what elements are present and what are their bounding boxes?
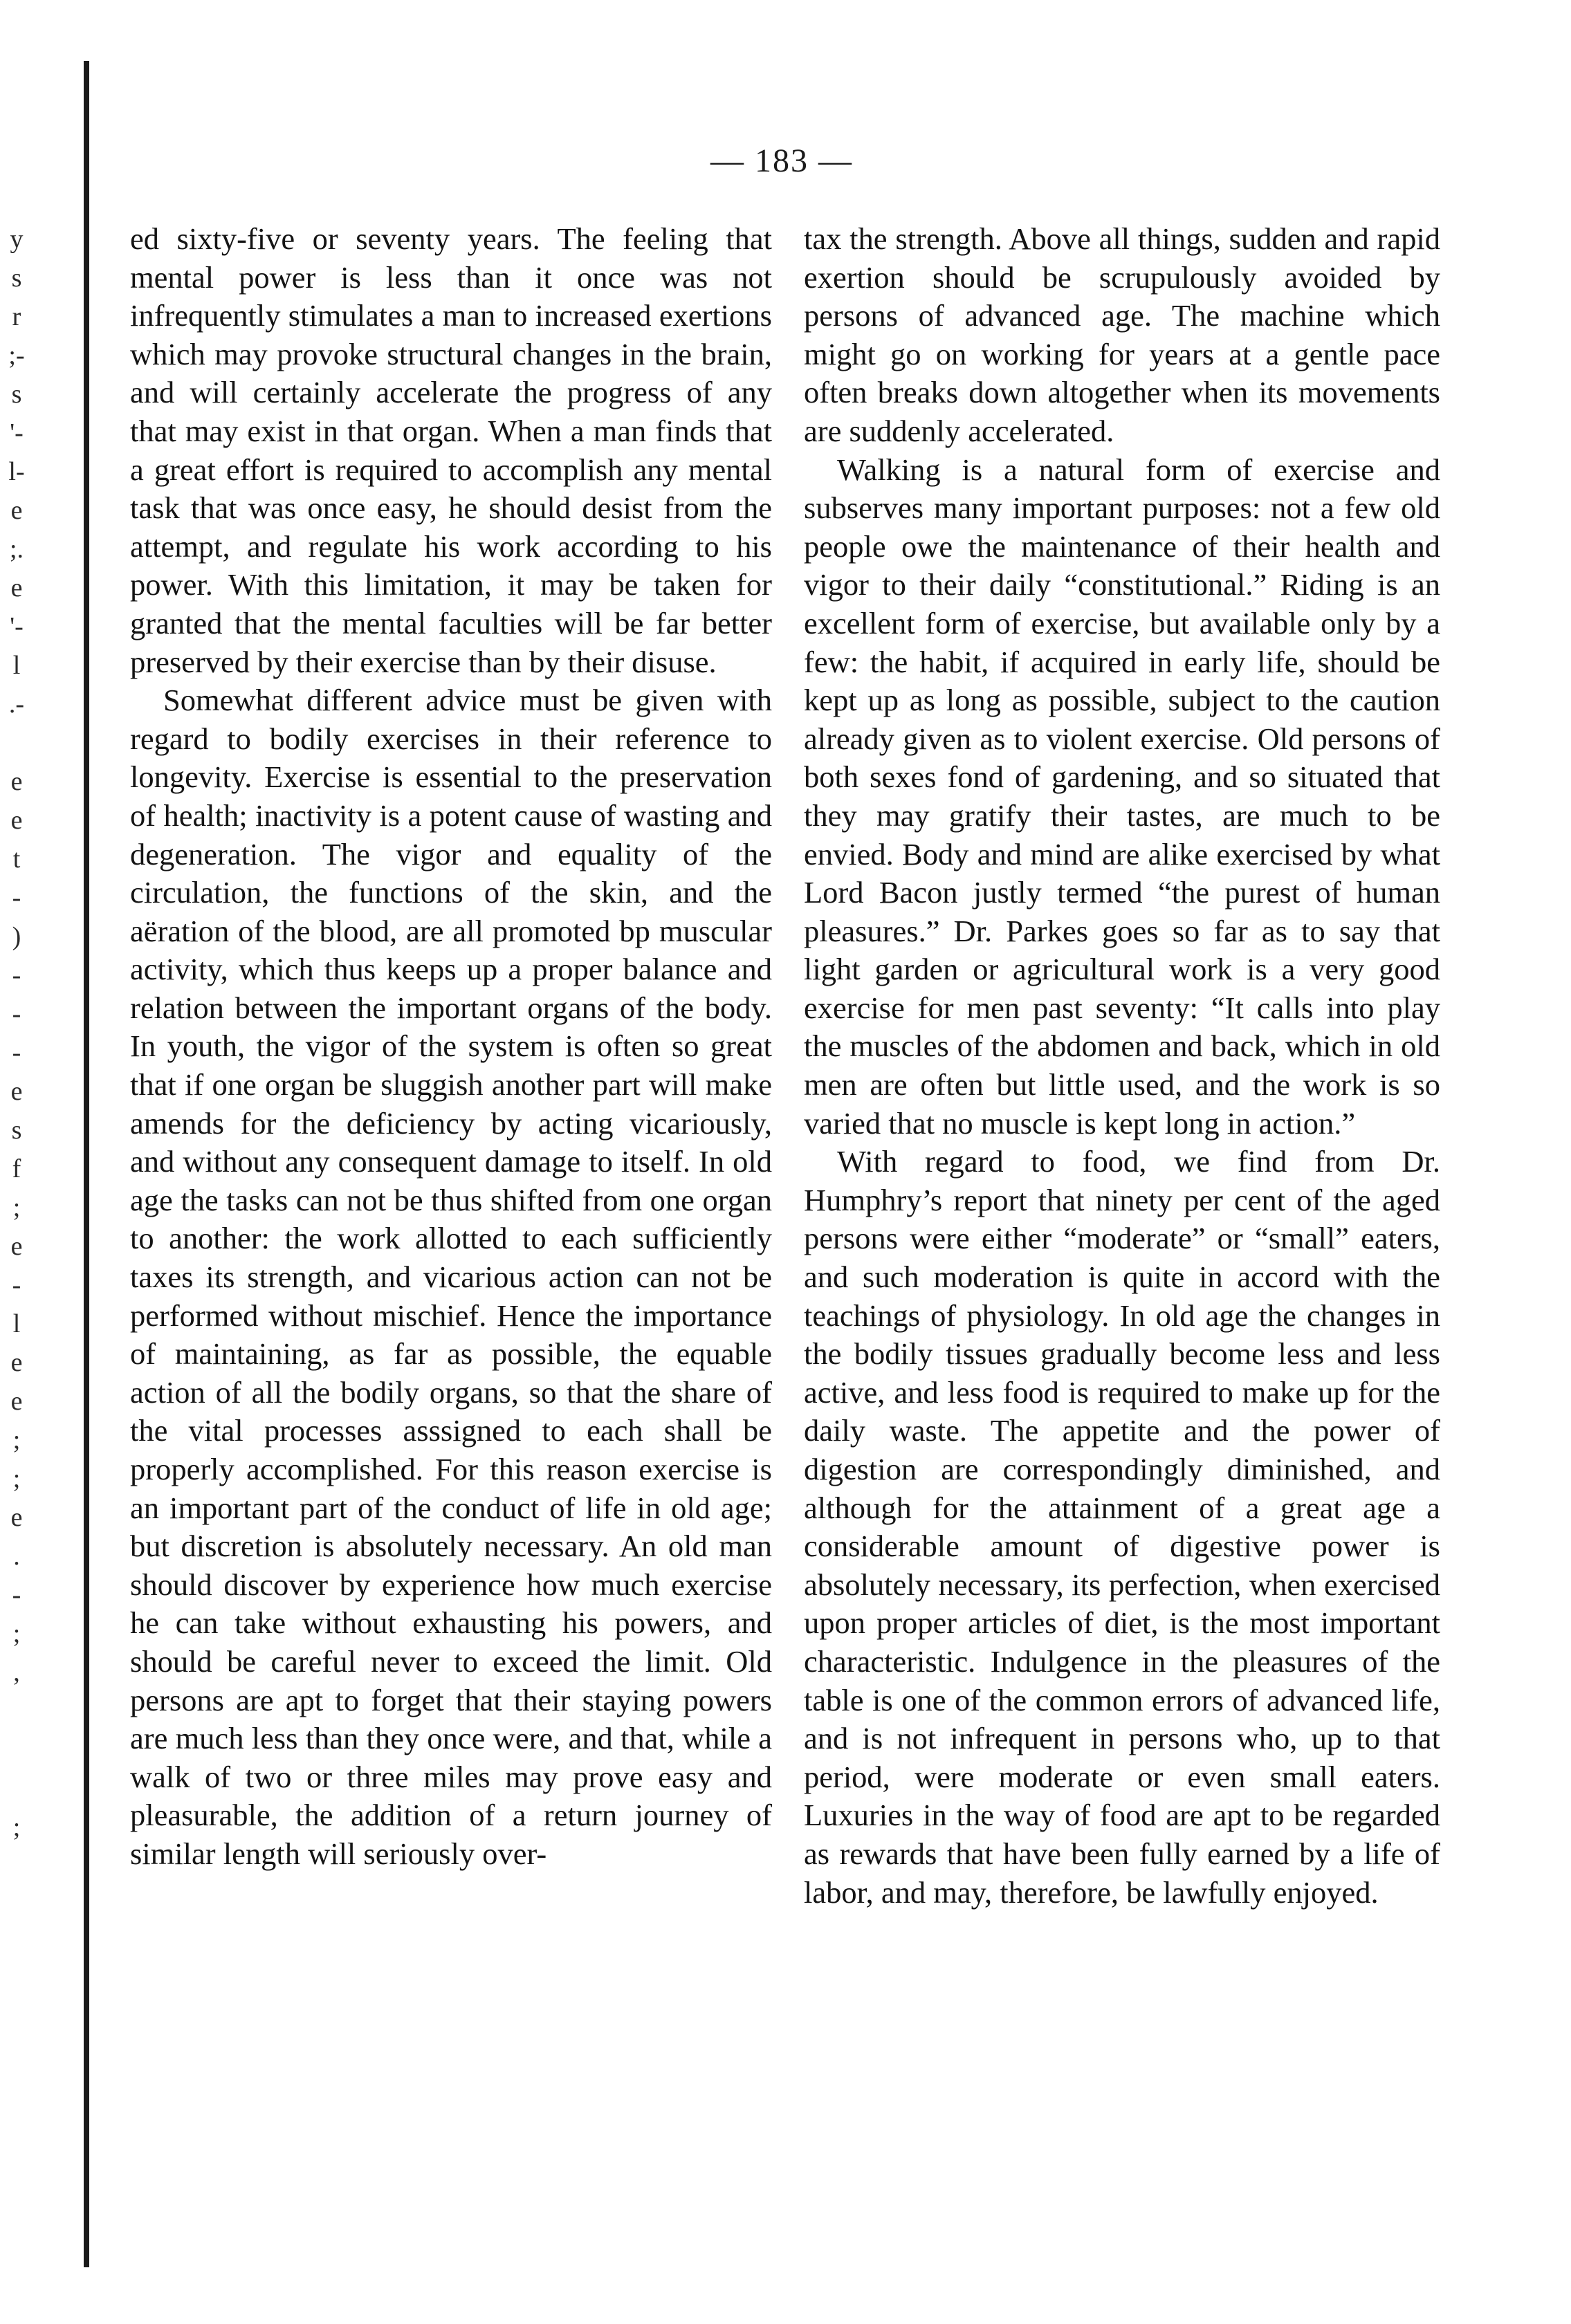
margin-fragment: e bbox=[10, 1387, 23, 1416]
margin-fragment: s bbox=[11, 380, 22, 409]
margin-fragment: r bbox=[12, 302, 21, 331]
margin-fragment: ;- bbox=[8, 341, 25, 370]
margin-fragment: f bbox=[12, 1154, 21, 1183]
margin-fragment: , bbox=[13, 1658, 20, 1687]
margin-fragment: - bbox=[12, 883, 21, 912]
margin-fragment: - bbox=[12, 961, 21, 990]
margin-fragment: .- bbox=[8, 690, 25, 719]
page-number: — 183 — bbox=[710, 142, 853, 179]
right-text-column bbox=[804, 220, 1440, 2212]
paragraph: With regard to food, we find from Dr. Humphry’s report that ninety per cent of the aged persons were either “moderate” or “small” eaters, and such moderation is quite in accord with the teachings of physiology. In old age the changes in the bodily tissues gradually become less and less active, and less food is required to make up for the daily waste. The appetite and the power of digestion are correspondingly diminished, and although for the attainment of a great age a considerable amount of digestive power is absolutely necessary, its perfection, when exercised upon proper articles of diet, is the most important characteristic. Indulgence in the pleasures of the table is one of the common errors of advanced life, and is not infrequent in persons who, up to that period, were moderate or even small eaters. Luxuries in the way of food are apt to be regarded as rewards that have been fully earned by a life of labor, and may, therefore, be lawfully enjoyed. bbox=[804, 1144, 1440, 1910]
margin-fragment: s bbox=[11, 1116, 22, 1145]
margin-fragment: e bbox=[10, 1348, 23, 1377]
margin-fragment: ; bbox=[12, 1813, 21, 1842]
margin-fragment: l bbox=[12, 1309, 21, 1338]
margin-fragment bbox=[0, 1731, 33, 1769]
margin-fragment: ; bbox=[12, 1193, 21, 1222]
margin-fragment: '- bbox=[10, 418, 24, 448]
margin-fragment: ; bbox=[12, 1426, 21, 1455]
margin-fragment: - bbox=[12, 1580, 21, 1610]
paragraph: Somewhat different advice must be given with regard to bodily exercises in their reference to longevity. Exercise is essential to the preservation of health; inactivity is a potent cause of wasting and degeneration. The vigor and equality of the circulation, the functions of the skin, and the aëration of the blood, are all promoted bp muscular activity, which thus keeps up a proper balance and relation between the important organs of the body. In youth, the vigor of the system is often so great that if one organ be sluggish another part will make amends for the deficiency by acting vicariously, and without any consequent damage to itself. In old age the tasks can not be thus shifted from one organ to another: the work allotted to each sufficiently taxes its strength, and vicarious action can not be performed without mischief. Hence the importance of maintaining, as far as possible, the equable action of all the bodily organs, so that the share of the vital processes asssigned to each shall be properly accomplished. For this reason exercise is an important part of the conduct of life in old age; but discretion is absolutely necessary. An old man should discover by experience how much exercise he can take without exhausting his powers, and should be careful never to exceed the limit. Old persons are apt to forget that their staying powers are much less than they once were, and that, while a walk of two or three miles may prove easy and pleasurable, the addition of a return journey of similar length will seriously over- bbox=[130, 683, 772, 1871]
margin-fragment: . bbox=[13, 1542, 20, 1571]
margin-fragment bbox=[0, 723, 33, 762]
margin-fragment bbox=[0, 1769, 33, 1808]
gutter-rule bbox=[84, 61, 89, 2267]
margin-fragment: e bbox=[10, 767, 23, 796]
margin-fragment: ) bbox=[12, 922, 21, 951]
margin-fragment: - bbox=[12, 1271, 21, 1300]
margin-fragment: l bbox=[12, 651, 21, 680]
margin-fragment: e bbox=[10, 1232, 23, 1261]
margin-fragment: ; bbox=[12, 1464, 21, 1493]
margin-fragment bbox=[0, 1847, 33, 1885]
paragraph: ed sixty-five or seventy years. The feeling that mental power is less than it once was not infrequently stimulates a man to increased exertions which may provoke structural changes in the brain, and will certainly accelerate the progress of any that may exist in that organ. When a man finds that a great effort is required to accomplish any mental task that was once easy, he should desist from the attempt, and regulate his work according to his power. With this limitation, it may be taken for granted that the mental faculties will be far better preserved by their exercise than by their disuse. bbox=[130, 221, 772, 679]
margin-fragment: e bbox=[10, 1077, 23, 1106]
left-text-column bbox=[130, 220, 772, 2212]
margin-fragment bbox=[0, 1692, 33, 1731]
margin-fragment: t bbox=[12, 845, 21, 874]
margin-fragment: e bbox=[10, 496, 23, 525]
margin-fragment: y bbox=[10, 225, 24, 254]
margin-fragment: e bbox=[10, 1503, 23, 1532]
margin-fragment: e bbox=[10, 573, 23, 602]
margin-fragment: s bbox=[11, 264, 22, 293]
paragraph: Walking is a natural form of exercise and subserves many important purposes: not a few old people owe the maintenance of their health and vigor to their daily “constitutional.” Riding is an excellent form of exercise, but available only by a few: the habit, if acquired in early life, should be kept up as long as possible, subject to the caution already given as to violent exercise. Old persons of both sexes fond of gardening, and so situated that they may gratify their tastes, are much to be envied. Body and mind are alike exercised by what Lord Bacon justly termed “the purest of human pleasures.” Dr. Parkes goes so far as to say that light garden or agricultural work is a very good exercise for men past seventy: “It calls into play the muscles of the abdomen and back, which in old men are often but little used, and the work is so varied that no muscle is kept long in action.” bbox=[804, 452, 1440, 1141]
margin-fragment: '- bbox=[10, 612, 24, 641]
paragraph: tax the strength. Above all things, sudden and rapid exertion should be scrupulously avoided by persons of advanced age. The machine which might go on working for years at a gentle pace often breaks down altogether when its movements are suddenly accelerated. bbox=[804, 221, 1440, 448]
margin-fragment: - bbox=[12, 999, 21, 1029]
margin-fragment: ;. bbox=[9, 535, 24, 564]
facing-page-margin-fragments bbox=[0, 220, 33, 1885]
margin-fragment: - bbox=[12, 1038, 21, 1067]
margin-fragment: l- bbox=[8, 457, 25, 486]
margin-fragment: ; bbox=[12, 1619, 21, 1648]
margin-fragment: e bbox=[10, 806, 23, 835]
